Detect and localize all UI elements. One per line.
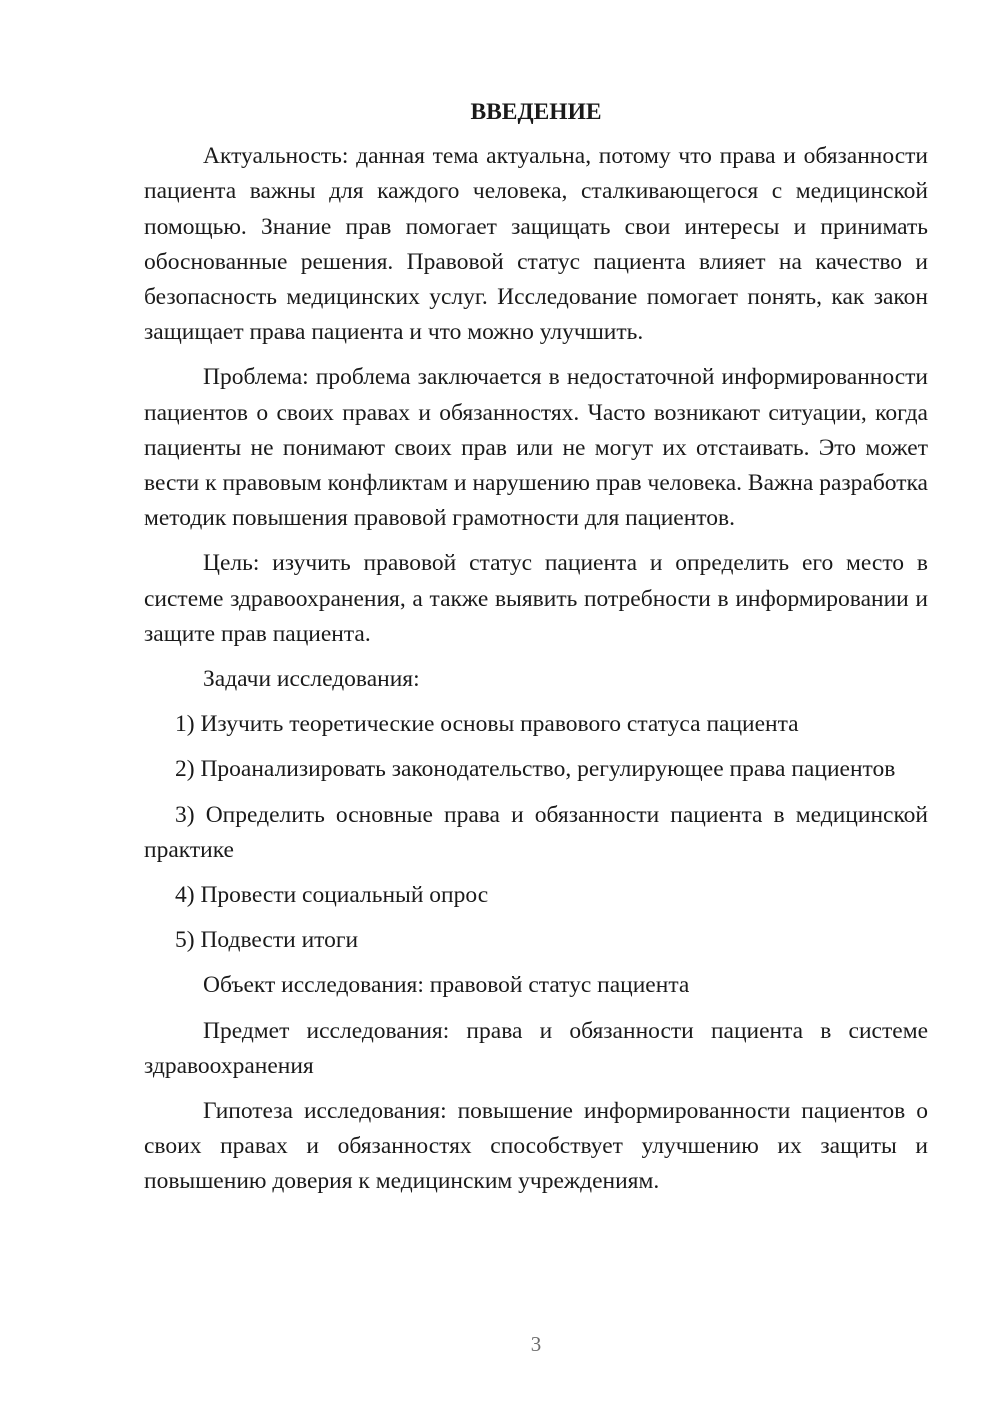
- task-item: 4) Провести социальный опрос: [175, 882, 489, 909]
- page-number: 3: [530, 1332, 542, 1356]
- relevance-paragraph: Актуальность: данная тема актуальна, потому что права и обязанности пациента важны для каждого человека, сталкивающегося с медицинской помощью. Знание прав помогает защищать свои интересы и принимать обоснованные решения. Правовой статус пациента влияет на качество и безопасность медицинских услуг. Исследование помогает понять, как закон защищает права пациента и что можно улучшить.: [144, 143, 928, 346]
- page-content: [144, 95, 928, 1210]
- section-heading: ВВЕДЕНИЕ: [470, 99, 602, 125]
- goal-paragraph: Цель: изучить правовой статус пациента и определить его место в системе здравоохранения, а также выявить потребности в информировании и защите прав пациента.: [144, 550, 928, 647]
- problem-paragraph: Проблема: проблема заключается в недостаточной информированности пациентов о своих правах и обязанностях. Часто возникают ситуации, когда пациенты не понимают своих прав или не могут их отстаивать. Это может вести к правовым конфликтам и нарушению прав человека. Важна разработка методик повышения правовой грамотности для пациентов.: [144, 364, 928, 532]
- object-paragraph: Объект исследования: правовой статус пациента: [203, 972, 690, 999]
- tasks-list: [144, 707, 928, 958]
- tasks-title: Задачи исследования:: [203, 666, 420, 693]
- hypothesis-paragraph: Гипотеза исследования: повышение информированности пациентов о своих правах и обязанностях способствует улучшению их защиты и повышению доверия к медицинским учреждениям.: [144, 1098, 928, 1195]
- task-item: 2) Проанализировать законодательство, регулирующее права пациентов: [175, 756, 896, 783]
- task-item: 1) Изучить теоретические основы правового статуса пациента: [175, 711, 799, 738]
- task-item: 3) Определить основные права и обязанности пациента в медицинской практике: [144, 801, 928, 863]
- task-item: 5) Подвести итоги: [175, 927, 359, 954]
- subject-paragraph: Предмет исследования: права и обязанности пациента в системе здравоохранения: [144, 1017, 928, 1079]
